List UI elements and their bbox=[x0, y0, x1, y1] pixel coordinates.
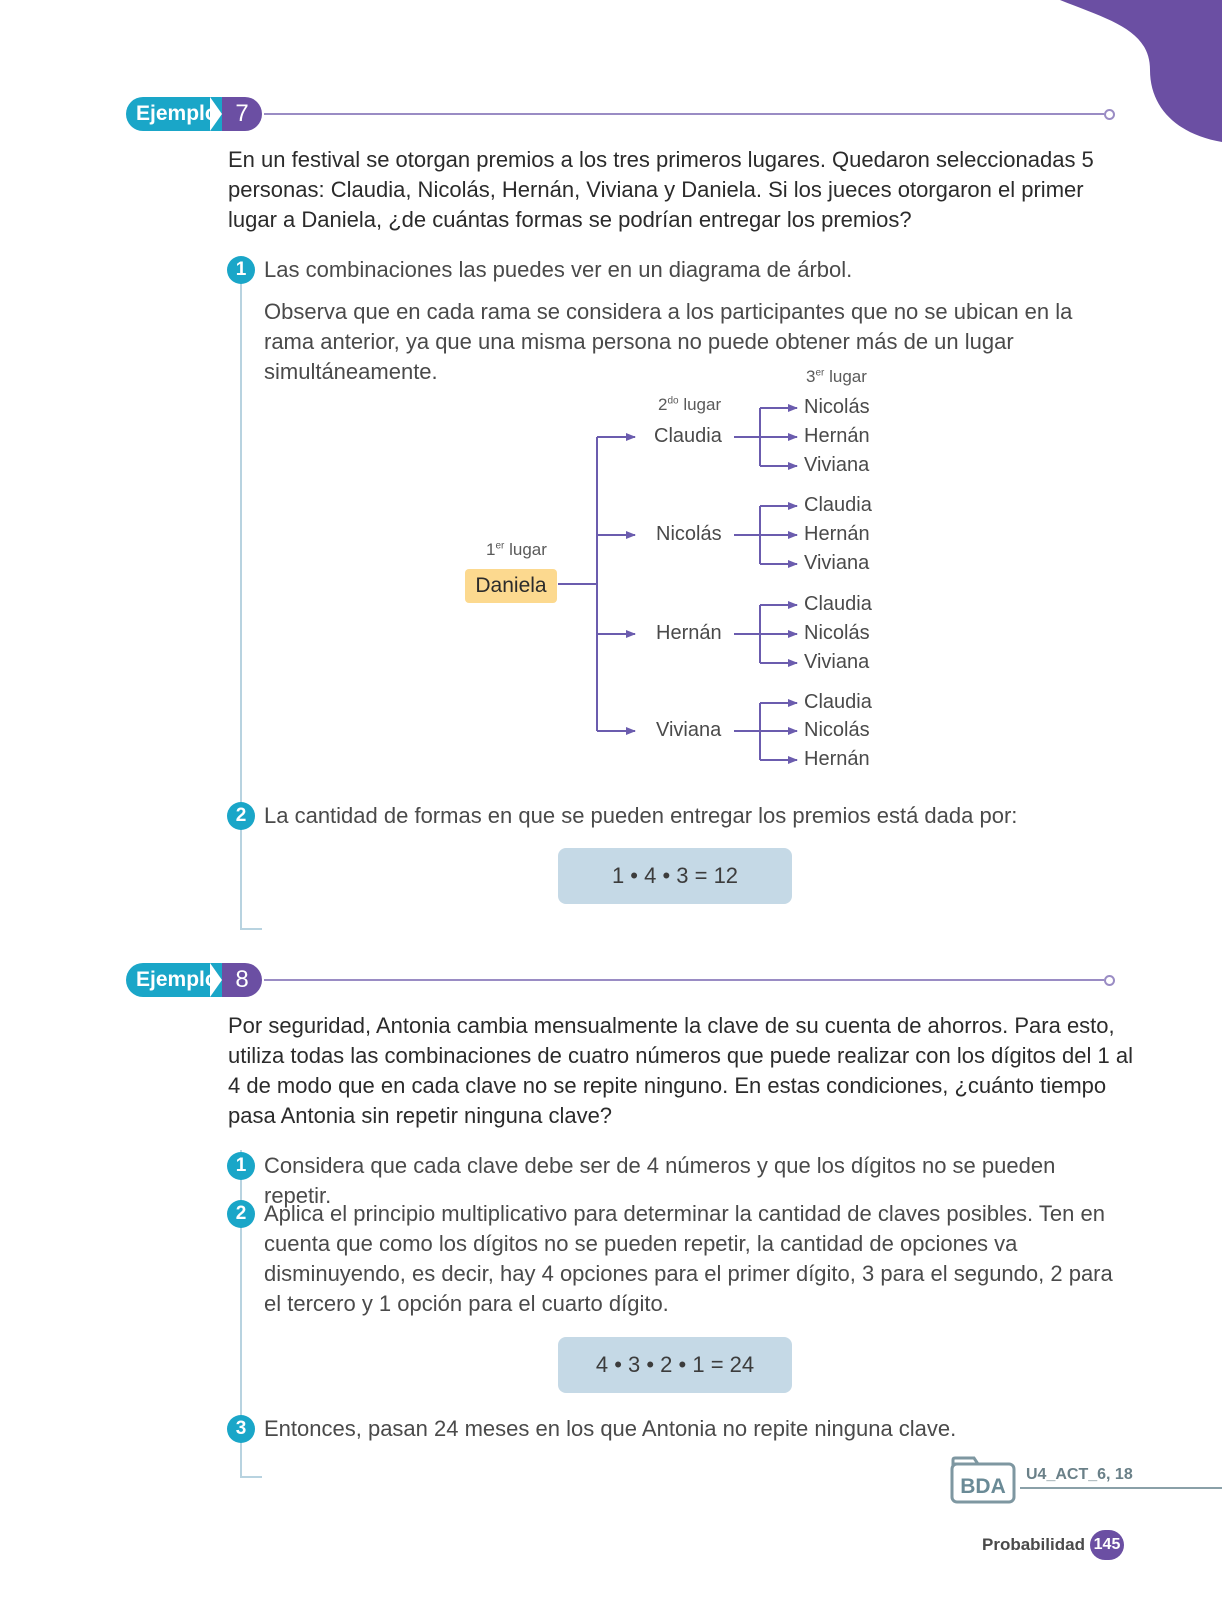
step-text: Aplica el principio multiplicativo para determinar la cantidad de claves posibles. Ten en cuenta que como los dígitos no se pueden repetir, la cantidad de opciones va disminuyendo, es decir, hay 4 opciones para el primer dígito, 3 para el segundo, 2 para el tercero y 1 opción para el cuarto dígito. bbox=[264, 1201, 1113, 1316]
header-rule-end bbox=[1104, 109, 1115, 120]
example-7-problem: En un festival se otorgan premios a los tres primeros lugares. Quedaron seleccionadas 5 personas: Claudia, Nicolás, Hernán, Viviana y Daniela. Si los jueces otorgaron el primer lugar a Daniela, ¿de cuántas formas se podrían entregar los premios? bbox=[228, 147, 1094, 232]
step-number: 2 bbox=[227, 802, 255, 830]
step-text: Las combinaciones las puedes ver en un diagrama de árbol. bbox=[264, 257, 853, 282]
tree-leaf: Viviana bbox=[804, 552, 870, 574]
step-number: 3 bbox=[227, 1415, 255, 1443]
step-number: 1 bbox=[227, 1152, 255, 1180]
tree-leaf: Claudia bbox=[804, 593, 872, 615]
tree-leaf: Hernán bbox=[804, 523, 870, 545]
tree-leaf: Viviana bbox=[804, 651, 870, 673]
section-title: Probabilidad bbox=[982, 1535, 1085, 1554]
step-text: Entonces, pasan 24 meses en los que Antonia no repite ninguna clave. bbox=[264, 1416, 957, 1441]
example-number: 7 bbox=[222, 97, 262, 131]
steps-rail-end bbox=[240, 1476, 262, 1478]
step-text-detail: Observa que en cada rama se considera a los participantes que no se ubican en la rama anterior, ya que una misma persona no puede obtener más de un lugar simultáneamente. bbox=[264, 299, 1073, 384]
example-label: Ejemplo bbox=[126, 963, 238, 997]
bda-rule bbox=[1020, 1487, 1222, 1489]
tree-root: Daniela bbox=[465, 569, 557, 603]
level-label-third: 3er lugar bbox=[806, 367, 867, 386]
tree-branch: Nicolás bbox=[656, 523, 722, 545]
tree-branch: Hernán bbox=[656, 622, 722, 644]
tree-leaf: Nicolás bbox=[804, 622, 870, 644]
tree-leaf: Nicolás bbox=[804, 719, 870, 741]
example-8-problem: Por seguridad, Antonia cambia mensualmente la clave de su cuenta de ahorros. Para esto, utiliza todas las combinaciones de cuatro números que puede realizar con los dígitos del 1 al 4 de modo que en cada clave no se repite ninguno. En estas condiciones, ¿cuánto tiempo pasa Antonia sin repetir ninguna clave? bbox=[228, 1013, 1133, 1128]
example-8-header bbox=[126, 963, 1118, 997]
example-7-header bbox=[126, 97, 1118, 131]
step-text: La cantidad de formas en que se pueden entregar los premios está dada por: bbox=[264, 803, 1018, 828]
tree-leaf: Hernán bbox=[804, 425, 870, 447]
level-label-first: 1er lugar bbox=[486, 540, 547, 559]
bda-folder-icon[interactable] bbox=[950, 1456, 1016, 1504]
example-number: 8 bbox=[222, 963, 262, 997]
example-label: Ejemplo bbox=[126, 97, 238, 131]
page-number: 145 bbox=[1090, 1530, 1124, 1560]
header-rule bbox=[264, 979, 1104, 981]
tree-leaf: Claudia bbox=[804, 494, 872, 516]
formula-box: 4 • 3 • 2 • 1 = 24 bbox=[558, 1337, 792, 1393]
tree-leaf: Claudia bbox=[804, 691, 872, 713]
bda-code[interactable]: U4_ACT_6, 18 bbox=[1026, 1466, 1133, 1483]
steps-rail-end bbox=[240, 928, 262, 930]
formula-box: 1 • 4 • 3 = 12 bbox=[558, 848, 792, 904]
bda-label: BDA bbox=[960, 1475, 1006, 1498]
tree-leaf: Viviana bbox=[804, 454, 870, 476]
step-number: 2 bbox=[227, 1200, 255, 1228]
tree-branch: Viviana bbox=[656, 719, 722, 741]
step-text: Considera que cada clave debe ser de 4 números y que los dígitos no se pueden repetir. bbox=[264, 1153, 1056, 1208]
tree-branch: Claudia bbox=[654, 425, 722, 447]
steps-rail bbox=[240, 270, 242, 930]
step-number: 1 bbox=[227, 256, 255, 284]
tree-leaf: Nicolás bbox=[804, 396, 870, 418]
tree-leaf: Hernán bbox=[804, 748, 870, 770]
level-label-second: $2^{do}$ lugar bbox=[658, 395, 722, 414]
header-rule-end bbox=[1104, 975, 1115, 986]
header-rule bbox=[264, 113, 1104, 115]
